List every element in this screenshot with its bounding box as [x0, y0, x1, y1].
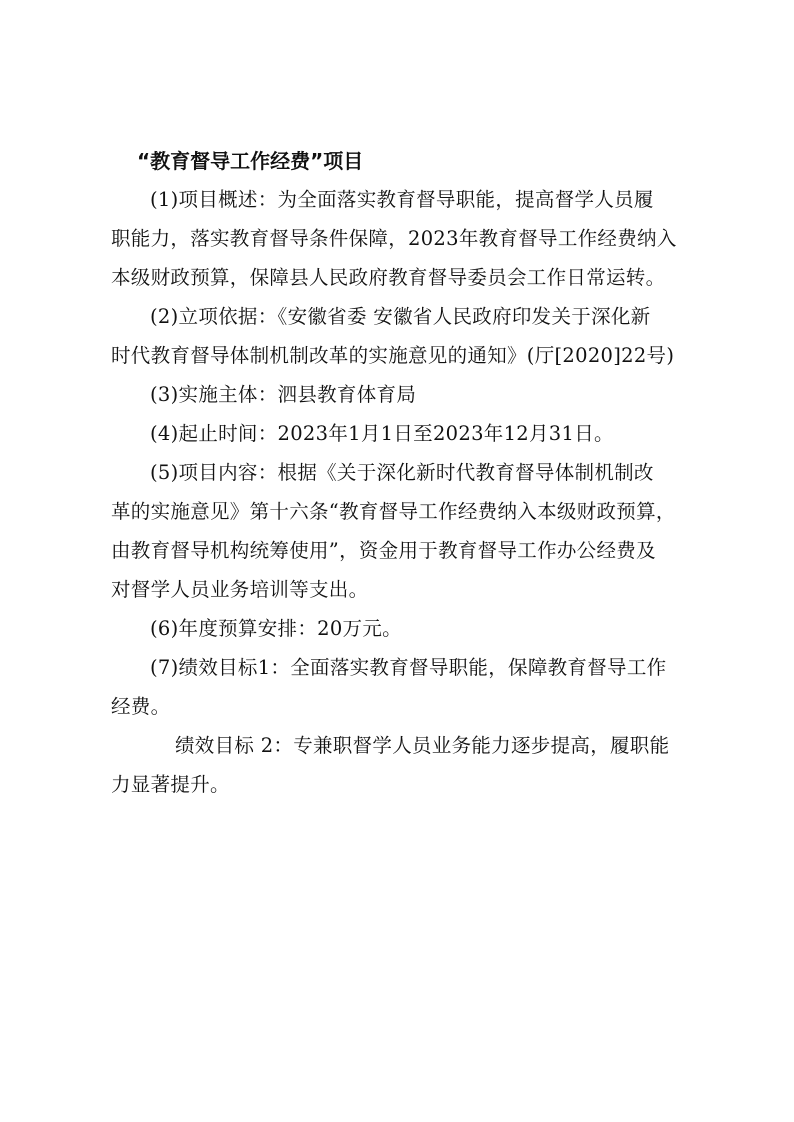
paragraph-line: (6)年度预算安排：20万元。	[150, 617, 402, 640]
paragraph-line: 本级财政预算，保障县人民政府教育督导委员会工作日常运转。	[111, 266, 666, 289]
paragraph-line: 经费。	[111, 695, 171, 718]
paragraph-line: (3)实施主体：泗县教育体育局	[150, 383, 417, 406]
paragraph-line: (1)项目概述：为全面落实教育督导职能，提高督学人员履	[150, 188, 654, 211]
paragraph-line: (2)立项依据：《安徽省委 安徽省人民政府印发关于深化新	[150, 305, 651, 328]
paragraph-line: (5)项目内容：根据《关于深化新时代教育督导体制机制改	[150, 461, 654, 484]
paragraph-line: 由教育督导机构统筹使用”，资金用于教育督导工作办公经费及	[111, 539, 656, 562]
paragraph-line: (7)绩效目标1：全面落实教育督导职能，保障教育督导工作	[150, 656, 667, 679]
paragraph-line: 革的实施意见》第十六条“教育督导工作经费纳入本级财政预算，	[111, 500, 676, 523]
paragraph-line: 职能力，落实教育督导条件保障，2023年教育督导工作经费纳入	[111, 227, 677, 250]
paragraph-line: 对督学人员业务培训等支出。	[111, 578, 369, 601]
paragraph-line: 绩效目标 2：专兼职督学人员业务能力逐步提高，履职能	[175, 734, 670, 757]
paragraph-line: 时代教育督导体制机制改革的实施意见的通知》(厅[2020]22号)	[111, 344, 675, 367]
document-title: “教育督导工作经费”项目	[137, 149, 364, 173]
paragraph-line: 力显著提升。	[111, 773, 230, 796]
paragraph-line: (4)起止时间：2023年1月1日至2023年12月31日。	[150, 422, 614, 445]
